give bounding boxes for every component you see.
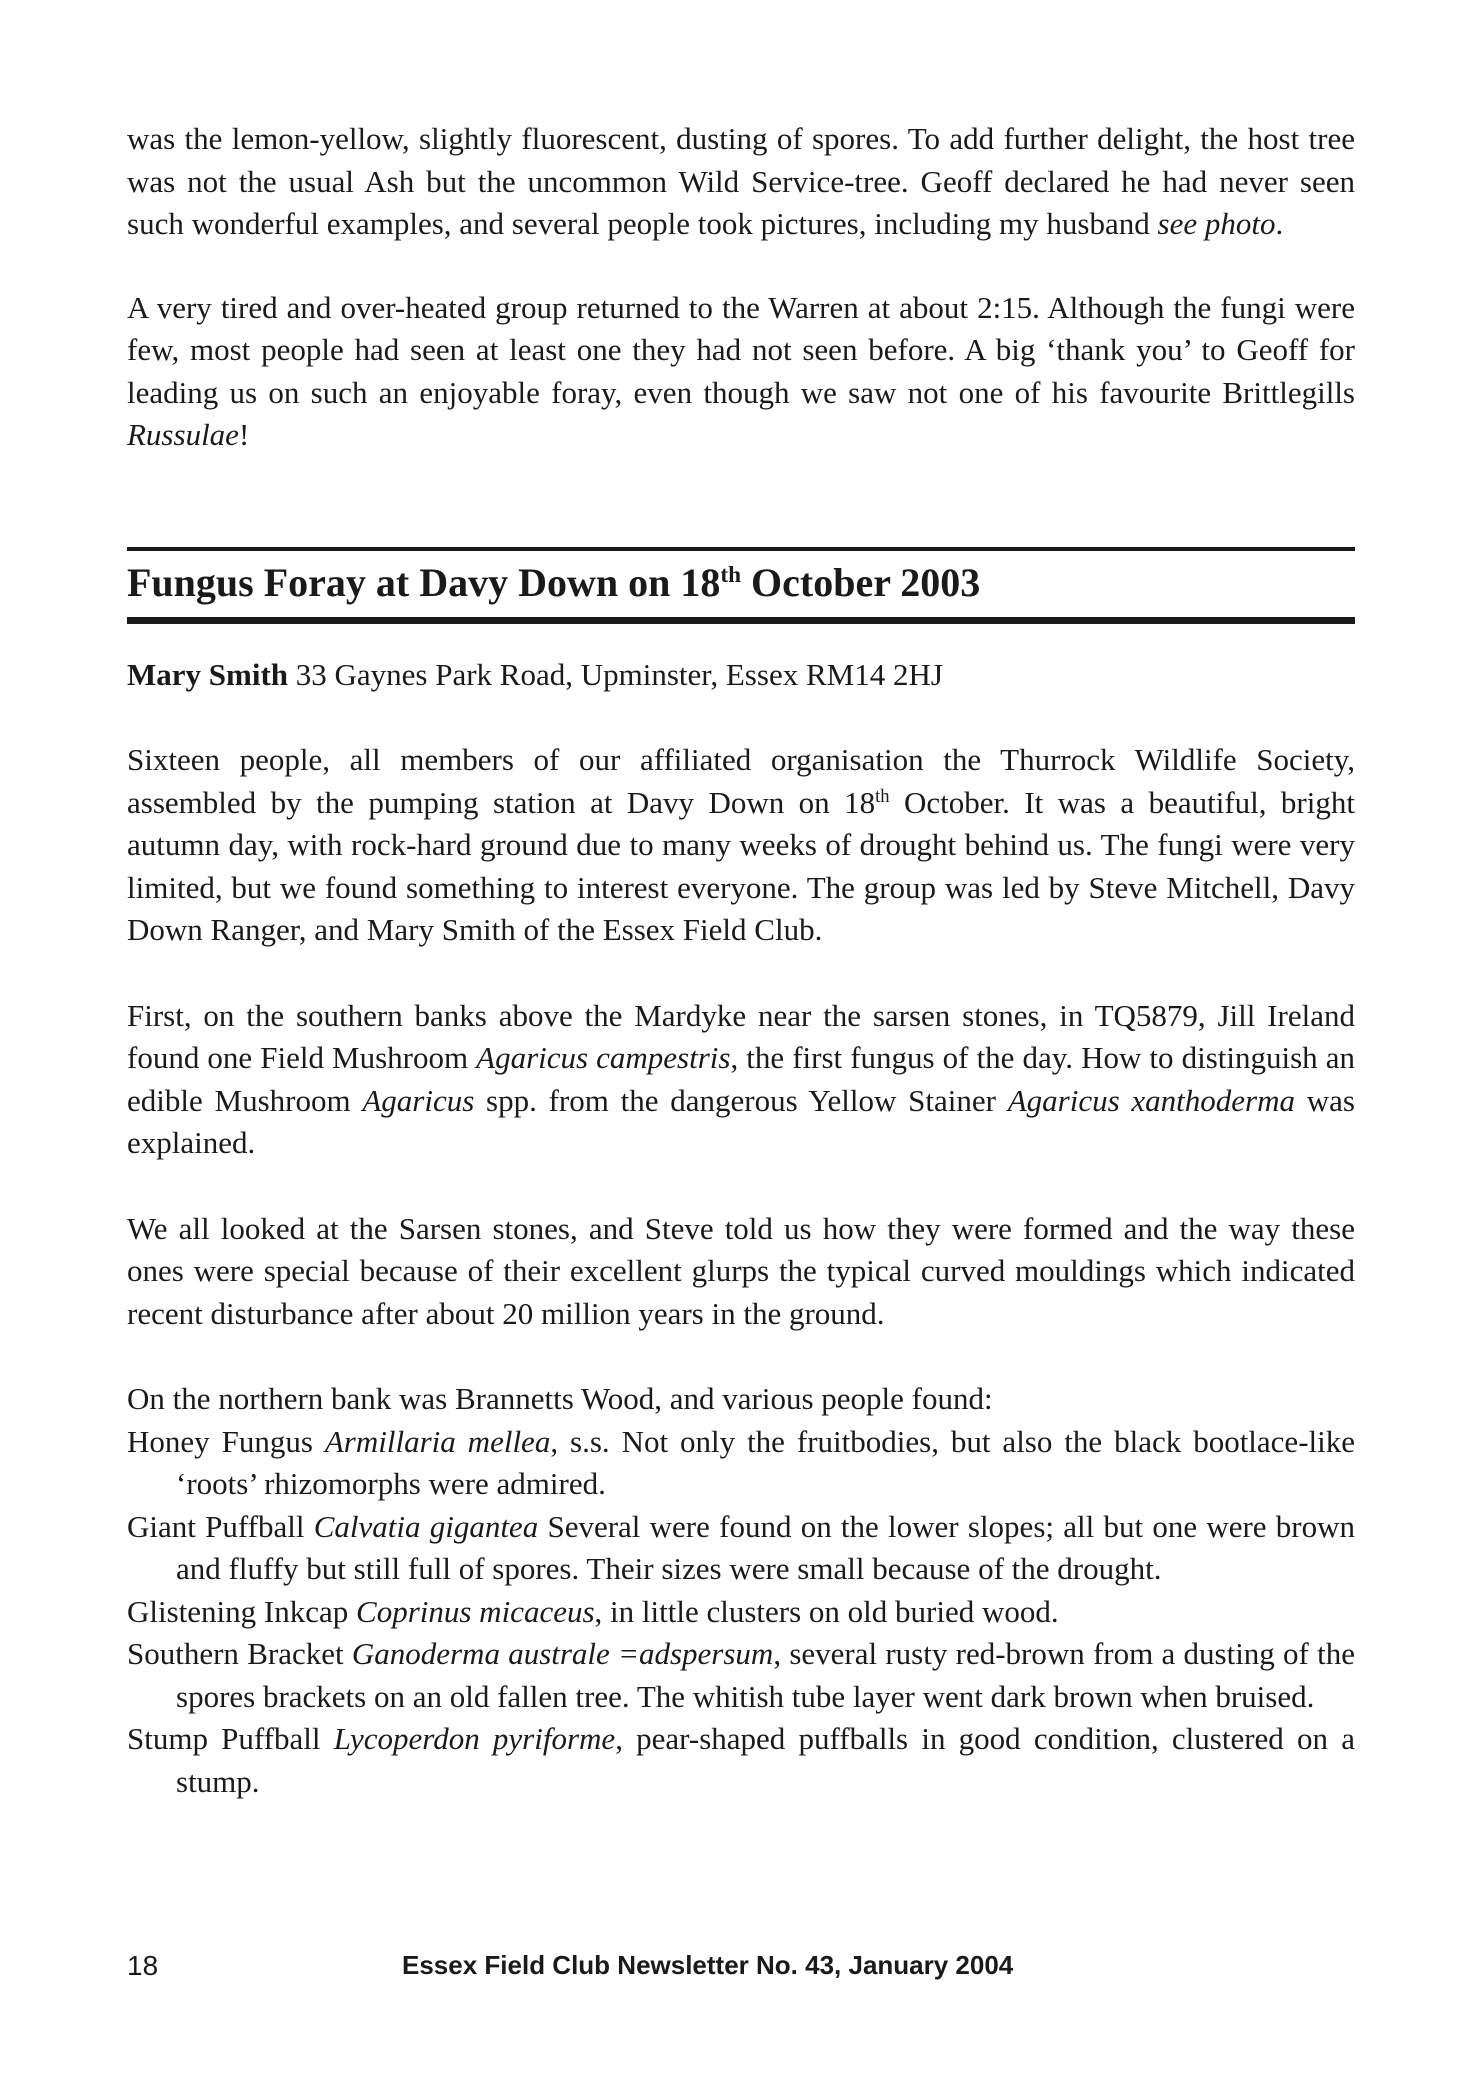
latin-name: Ganoderma australe =adspersum xyxy=(351,1636,774,1671)
heading-rule-top xyxy=(127,547,1355,551)
title-superscript: th xyxy=(720,561,742,588)
page-number: 18 xyxy=(127,1950,159,1981)
paragraph-lemon-yellow xyxy=(127,118,1355,246)
latin-name: Agaricus xyxy=(362,1082,475,1118)
page-footer xyxy=(127,1950,1355,1990)
paragraph-thank-you xyxy=(127,287,1355,457)
list-item xyxy=(127,1421,1355,1506)
paragraph-text: A very tired and over-heated group returned to the Warren at about 2:15. Although the fungi were few, most people had seen at least one they had not seen before. A big ‘thank you’ to Geoff for leading us on such an enjoyable foray, even though we saw not one of his favourite Brittlegills xyxy=(127,289,1355,410)
latin-name: Agaricus campestris xyxy=(476,1040,731,1075)
common-name: Southern Bracket xyxy=(127,1636,352,1671)
list-item xyxy=(127,1633,1355,1718)
article-title xyxy=(127,555,1355,611)
paragraph-text: , the first fungus of the day. How to distinguish an edible Mushroom xyxy=(127,1040,1355,1118)
latin-name: Armillaria mellea xyxy=(324,1423,551,1459)
title-text-end: October 2003 xyxy=(741,559,981,605)
paragraph-text: was explained. xyxy=(127,1082,1355,1160)
paragraph-sarsen-stones: We all looked at the Sarsen stones, and Steve told us how they were formed and the way these ones were special because of their excellent glurps the typical curved mouldings which indicated recent disturbance after about 20 million years in the ground. xyxy=(127,1210,1355,1331)
author-name: Mary Smith xyxy=(127,656,289,692)
list-item xyxy=(127,1506,1355,1591)
paragraph-text-end: October. It was a beautiful, bright autumn day, with rock-hard ground due to many weeks of drought behind us. The fungi were very limited, but we found something to interest everyone. The group was led by Steve Mitchell, Davy Down Ranger, and Mary Smith of the Essex Field Club. xyxy=(127,784,1355,947)
list-item xyxy=(127,1718,1355,1803)
newsletter-title: Essex Field Club Newsletter No. 43, January 2004 xyxy=(402,1950,1014,1980)
italic-text: Russulae xyxy=(127,417,239,452)
list-item xyxy=(127,1591,1355,1634)
common-name: Honey Fungus xyxy=(127,1423,325,1459)
author-line xyxy=(127,654,1355,697)
common-name: Stump Puffball xyxy=(127,1721,334,1756)
paragraph-intro xyxy=(127,739,1355,952)
paragraph-text: was the lemon-yellow, slightly fluorescent, dusting of spores. To add further delight, the host tree was not the usual Ash but the uncommon Wild Service-tree. Geoff declared he had never seen such wonderful examples, and several people took pictures, including my husband xyxy=(127,121,1355,241)
latin-name: Agaricus xanthoderma xyxy=(1007,1082,1296,1118)
entry-description: , s.s. Not only the fruitbodies, but also the black bootlace-like ‘roots’ rhizomorphs were admired. xyxy=(176,1423,1355,1501)
entry-description: , in little clusters on old buried wood. xyxy=(594,1593,1059,1629)
italic-text: see photo xyxy=(1157,206,1276,241)
date-superscript: th xyxy=(875,786,890,808)
entry-description: , several rusty red-brown from a dusting of the spores brackets on an old fallen tree. The whitish tube layer went dark brown when bruised. xyxy=(176,1636,1356,1714)
punctuation: . xyxy=(1275,206,1284,241)
paragraph-text: First, on the southern banks above the Mardyke near the sarsen stones, in TQ5879, Jill Ireland found one Field Mushroom xyxy=(127,997,1355,1075)
entry-description: , pear-shaped puffballs in good condition, clustered on a stump. xyxy=(176,1721,1355,1799)
entry-description: Several were found on the lower slopes; all but one were brown and fluffy but still full of spores. Their sizes were small because of the drought. xyxy=(176,1508,1356,1586)
page-content xyxy=(127,118,1355,1803)
heading-rule-bottom xyxy=(127,617,1355,624)
common-name: Giant Puffball xyxy=(127,1508,314,1544)
author-address: 33 Gaynes Park Road, Upminster, Essex RM14 2HJ xyxy=(288,656,943,692)
paragraph-northern-bank: On the northern bank was Brannetts Wood, and various people found: xyxy=(127,1381,993,1416)
common-name: Glistening Inkcap xyxy=(127,1593,357,1629)
latin-name: Calvatia gigantea xyxy=(313,1508,539,1544)
paragraph-text: Sixteen people, all members of our affiliated organisation the Thurrock Wildlife Society, assembled by the pumping station at Davy Down on 18 xyxy=(127,742,1355,820)
paragraph-field-mushroom xyxy=(127,995,1355,1165)
latin-name: Coprinus micaceus xyxy=(356,1593,595,1629)
finds-list xyxy=(127,1421,1355,1804)
punctuation: ! xyxy=(238,417,250,452)
latin-name: Lycoperdon pyriforme xyxy=(333,1721,616,1756)
paragraph-text: spp. from the dangerous Yellow Stainer xyxy=(474,1082,1008,1118)
title-text: Fungus Foray at Davy Down on 18 xyxy=(127,559,721,605)
